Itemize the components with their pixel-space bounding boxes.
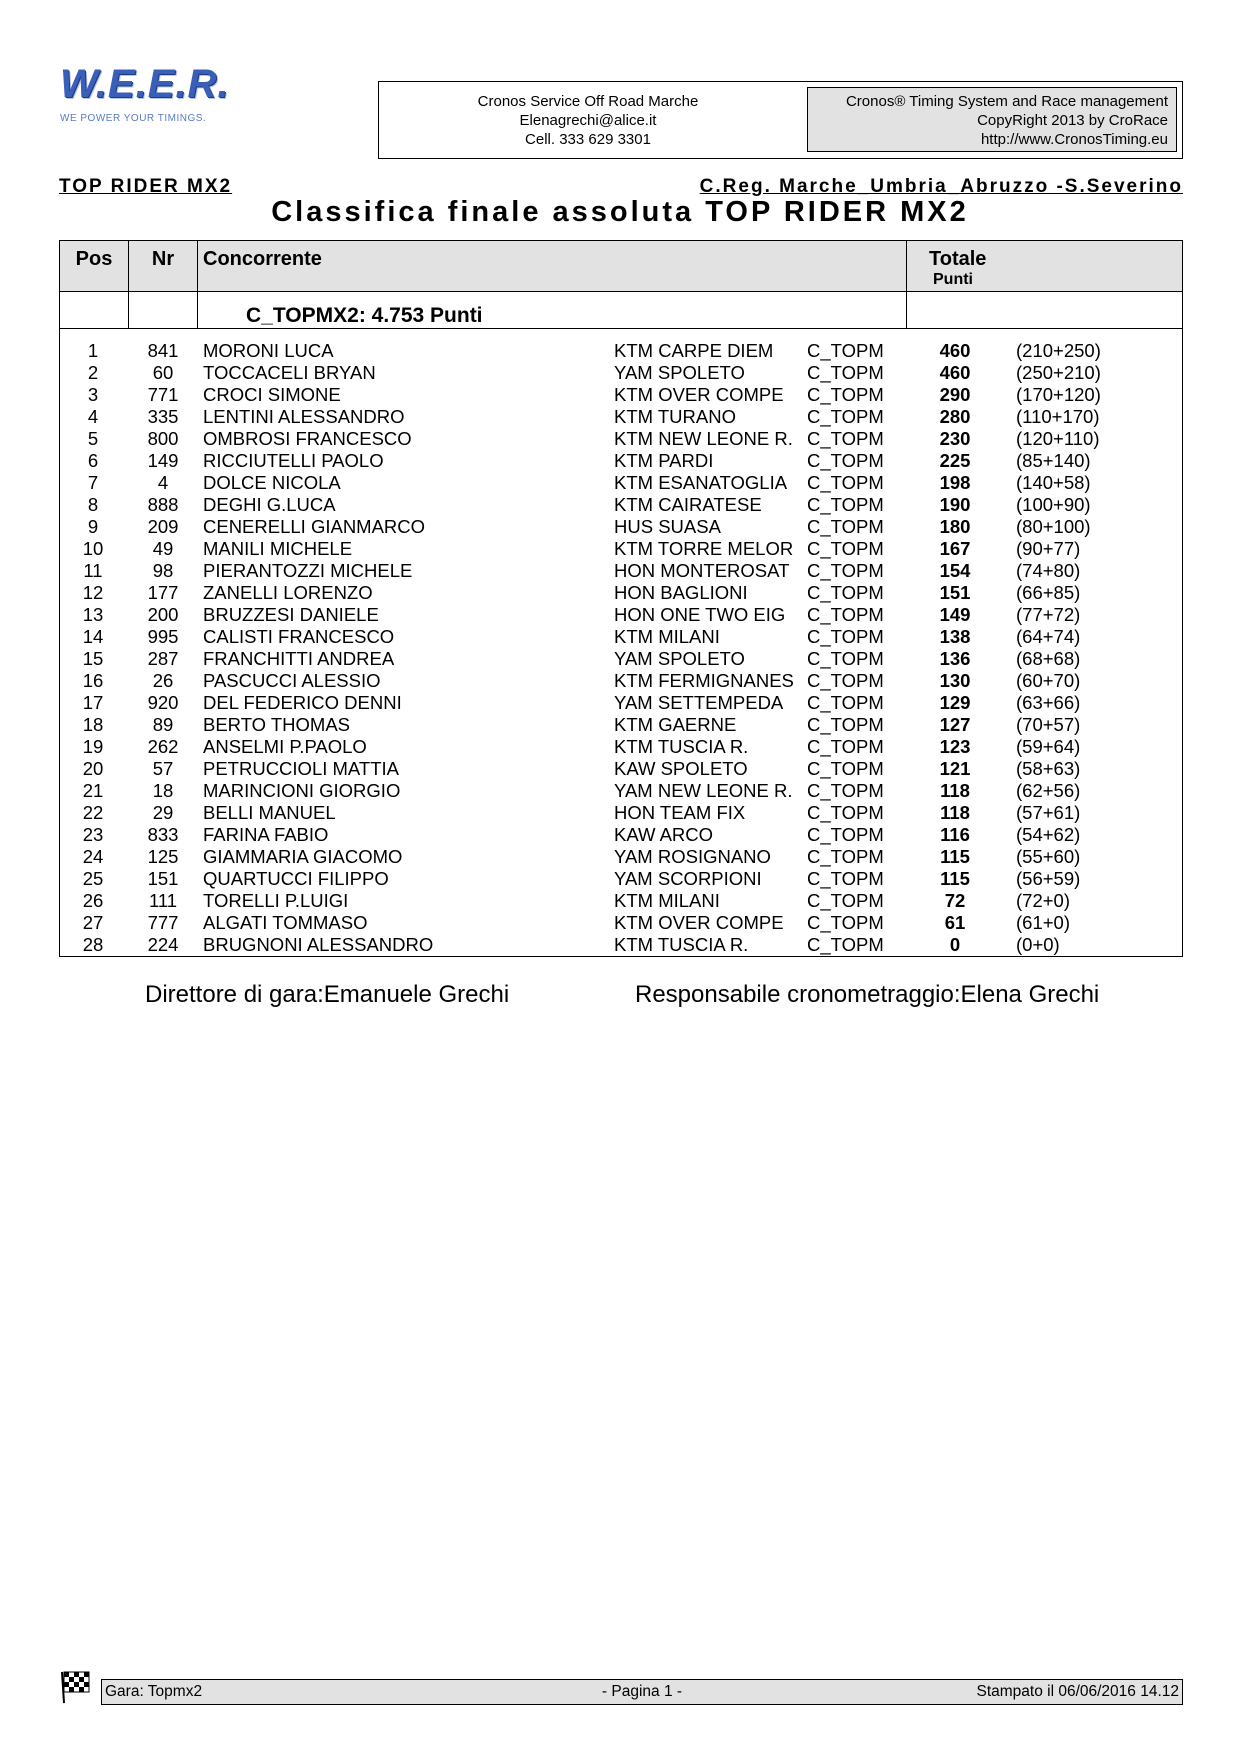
row-class: C_TOPM bbox=[807, 582, 884, 603]
row-total-points: 190 bbox=[939, 494, 971, 515]
row-total-points: 136 bbox=[939, 648, 971, 669]
row-total-points: 460 bbox=[939, 340, 971, 361]
row-number: 287 bbox=[147, 648, 179, 669]
row-points-detail: (140+58) bbox=[1016, 472, 1091, 493]
row-position: 24 bbox=[82, 846, 104, 867]
row-position: 21 bbox=[82, 780, 104, 801]
column-header-total: Totale bbox=[929, 248, 987, 270]
row-number: 57 bbox=[152, 758, 174, 779]
row-total-points: 180 bbox=[939, 516, 971, 537]
timing-website: http://www.CronosTiming.eu bbox=[980, 131, 1168, 148]
row-position: 3 bbox=[87, 384, 99, 405]
row-class: C_TOPM bbox=[807, 538, 884, 559]
table-row bbox=[0, 780, 1240, 802]
row-class: C_TOPM bbox=[807, 846, 884, 867]
row-rider-name: CROCI SIMONE bbox=[203, 384, 341, 405]
timing-system-name: Cronos® Timing System and Race management bbox=[845, 93, 1168, 110]
row-rider-name: GIAMMARIA GIACOMO bbox=[203, 846, 403, 867]
table-row bbox=[0, 890, 1240, 912]
row-team: HON TEAM FIX bbox=[614, 802, 746, 823]
row-total-points: 138 bbox=[939, 626, 971, 647]
row-rider-name: MARINCIONI GIORGIO bbox=[203, 780, 401, 801]
row-number: 4 bbox=[157, 472, 169, 493]
row-team: KAW ARCO bbox=[614, 824, 714, 845]
row-number: 224 bbox=[147, 934, 179, 955]
row-class: C_TOPM bbox=[807, 868, 884, 889]
row-points-detail: (0+0) bbox=[1016, 934, 1060, 955]
row-rider-name: DOLCE NICOLA bbox=[203, 472, 341, 493]
row-team: KTM TUSCIA R. bbox=[614, 736, 749, 757]
row-class: C_TOPM bbox=[807, 758, 884, 779]
row-class: C_TOPM bbox=[807, 692, 884, 713]
row-total-points: 61 bbox=[944, 912, 966, 933]
row-rider-name: OMBROSI FRANCESCO bbox=[203, 428, 412, 449]
row-team: KTM MILANI bbox=[614, 626, 720, 647]
row-rider-name: BELLI MANUEL bbox=[203, 802, 336, 823]
row-number: 920 bbox=[147, 692, 179, 713]
row-team: KAW SPOLETO bbox=[614, 758, 748, 779]
row-class: C_TOPM bbox=[807, 340, 884, 361]
class-group-label: C_TOPMX2: 4.753 Punti bbox=[246, 304, 483, 327]
row-position: 1 bbox=[87, 340, 99, 361]
row-rider-name: TORELLI P.LUIGI bbox=[203, 890, 349, 911]
row-class: C_TOPM bbox=[807, 406, 884, 427]
row-total-points: 290 bbox=[939, 384, 971, 405]
column-header-nr: Nr bbox=[151, 248, 175, 270]
row-total-points: 198 bbox=[939, 472, 971, 493]
row-rider-name: LENTINI ALESSANDRO bbox=[203, 406, 405, 427]
row-number: 995 bbox=[147, 626, 179, 647]
row-total-points: 118 bbox=[940, 780, 970, 801]
row-team: YAM SPOLETO bbox=[614, 362, 745, 383]
table-row bbox=[0, 868, 1240, 890]
row-number: 49 bbox=[152, 538, 174, 559]
row-class: C_TOPM bbox=[807, 428, 884, 449]
table-row bbox=[0, 560, 1240, 582]
row-number: 771 bbox=[147, 384, 179, 405]
row-team: KTM OVER COMPE bbox=[614, 912, 784, 933]
row-class: C_TOPM bbox=[807, 824, 884, 845]
row-points-detail: (57+61) bbox=[1016, 802, 1081, 823]
row-points-detail: (210+250) bbox=[1016, 340, 1101, 361]
row-points-detail: (70+57) bbox=[1016, 714, 1081, 735]
footer-race-name: Gara: Topmx2 bbox=[105, 1683, 203, 1700]
row-team: KTM MILANI bbox=[614, 890, 720, 911]
header-divider bbox=[59, 291, 1183, 292]
row-points-detail: (61+0) bbox=[1016, 912, 1070, 933]
row-points-detail: (74+80) bbox=[1016, 560, 1081, 581]
row-number: 777 bbox=[147, 912, 179, 933]
table-row bbox=[0, 494, 1240, 516]
row-number: 98 bbox=[152, 560, 174, 581]
results-rows bbox=[0, 340, 1240, 956]
row-total-points: 151 bbox=[939, 582, 971, 603]
row-rider-name: PIERANTOZZI MICHELE bbox=[203, 560, 413, 581]
table-row bbox=[0, 648, 1240, 670]
row-rider-name: PETRUCCIOLI MATTIA bbox=[203, 758, 399, 779]
row-rider-name: CENERELLI GIANMARCO bbox=[203, 516, 426, 537]
table-row bbox=[0, 406, 1240, 428]
row-team: KTM FERMIGNANES bbox=[614, 670, 794, 691]
row-number: 177 bbox=[147, 582, 179, 603]
row-position: 10 bbox=[82, 538, 104, 559]
table-row bbox=[0, 736, 1240, 758]
row-total-points: 129 bbox=[939, 692, 971, 713]
row-class: C_TOPM bbox=[807, 802, 884, 823]
row-rider-name: BRUGNONI ALESSANDRO bbox=[203, 934, 434, 955]
row-total-points: 72 bbox=[944, 890, 966, 911]
row-total-points: 116 bbox=[940, 824, 970, 845]
row-class: C_TOPM bbox=[807, 736, 884, 757]
table-row bbox=[0, 626, 1240, 648]
timing-manager-signature: Responsabile cronometraggio:Elena Grechi bbox=[635, 981, 1100, 1008]
table-row bbox=[0, 362, 1240, 384]
table-row bbox=[0, 384, 1240, 406]
row-total-points: 130 bbox=[939, 670, 971, 691]
row-rider-name: ALGATI TOMMASO bbox=[203, 912, 368, 933]
row-points-detail: (85+140) bbox=[1016, 450, 1091, 471]
row-points-detail: (100+90) bbox=[1016, 494, 1091, 515]
table-row bbox=[0, 758, 1240, 780]
row-total-points: 460 bbox=[939, 362, 971, 383]
row-class: C_TOPM bbox=[807, 626, 884, 647]
table-row bbox=[0, 912, 1240, 934]
row-rider-name: BRUZZESI DANIELE bbox=[203, 604, 379, 625]
row-number: 200 bbox=[147, 604, 179, 625]
row-points-detail: (62+56) bbox=[1016, 780, 1081, 801]
row-team: HUS SUASA bbox=[614, 516, 721, 537]
row-rider-name: BERTO THOMAS bbox=[203, 714, 351, 735]
row-total-points: 154 bbox=[939, 560, 971, 581]
row-position: 9 bbox=[87, 516, 99, 537]
row-class: C_TOPM bbox=[807, 560, 884, 581]
row-class: C_TOPM bbox=[807, 494, 884, 515]
row-rider-name: TOCCACELI BRYAN bbox=[203, 362, 376, 383]
row-total-points: 280 bbox=[939, 406, 971, 427]
row-class: C_TOPM bbox=[807, 912, 884, 933]
table-row bbox=[0, 802, 1240, 824]
row-team: KTM CAIRATESE bbox=[614, 494, 762, 515]
logo-mark: W.E.E.R. bbox=[60, 62, 230, 106]
row-team: KTM TUSCIA R. bbox=[614, 934, 749, 955]
row-class: C_TOPM bbox=[807, 648, 884, 669]
row-points-detail: (56+59) bbox=[1016, 868, 1081, 889]
row-points-detail: (80+100) bbox=[1016, 516, 1091, 537]
table-row bbox=[0, 340, 1240, 362]
row-team: HON MONTEROSAT bbox=[614, 560, 790, 581]
timing-system-info bbox=[807, 87, 1177, 152]
row-team: YAM SETTEMPEDA bbox=[614, 692, 784, 713]
row-number: 841 bbox=[147, 340, 179, 361]
row-position: 8 bbox=[87, 494, 99, 515]
row-points-detail: (250+210) bbox=[1016, 362, 1101, 383]
row-number: 833 bbox=[147, 824, 179, 845]
row-rider-name: QUARTUCCI FILIPPO bbox=[203, 868, 389, 889]
row-position: 28 bbox=[82, 934, 104, 955]
row-team: KTM PARDI bbox=[614, 450, 714, 471]
row-position: 19 bbox=[82, 736, 104, 757]
row-points-detail: (54+62) bbox=[1016, 824, 1081, 845]
row-points-detail: (72+0) bbox=[1016, 890, 1070, 911]
row-points-detail: (120+110) bbox=[1016, 428, 1100, 449]
row-position: 23 bbox=[82, 824, 104, 845]
row-class: C_TOPM bbox=[807, 670, 884, 691]
company-info bbox=[378, 92, 798, 149]
column-divider-rider bbox=[906, 240, 907, 328]
row-total-points: 149 bbox=[939, 604, 971, 625]
row-total-points: 225 bbox=[939, 450, 971, 471]
row-number: 18 bbox=[152, 780, 174, 801]
row-total-points: 0 bbox=[949, 934, 961, 955]
row-team: YAM SPOLETO bbox=[614, 648, 745, 669]
row-total-points: 121 bbox=[939, 758, 971, 779]
row-total-points: 127 bbox=[939, 714, 971, 735]
row-number: 888 bbox=[147, 494, 179, 515]
row-points-detail: (68+68) bbox=[1016, 648, 1081, 669]
row-position: 6 bbox=[87, 450, 99, 471]
row-rider-name: DEL FEDERICO DENNI bbox=[203, 692, 402, 713]
row-team: YAM SCORPIONI bbox=[614, 868, 762, 889]
row-points-detail: (59+64) bbox=[1016, 736, 1081, 757]
page-title: Classifica finale assoluta TOP RIDER MX2 bbox=[271, 196, 969, 228]
row-team: HON ONE TWO EIG bbox=[614, 604, 786, 625]
row-class: C_TOPM bbox=[807, 472, 884, 493]
row-points-detail: (55+60) bbox=[1016, 846, 1081, 867]
row-rider-name: MANILI MICHELE bbox=[203, 538, 353, 559]
row-team: KTM ESANATOGLIA bbox=[614, 472, 788, 493]
logo-tagline: WE POWER YOUR TIMINGS. bbox=[60, 113, 207, 124]
row-number: 151 bbox=[147, 868, 179, 889]
row-number: 335 bbox=[147, 406, 179, 427]
row-rider-name: ANSELMI P.PAOLO bbox=[203, 736, 367, 757]
footer-print-date: Stampato il 06/06/2016 14.12 bbox=[976, 1683, 1179, 1700]
row-total-points: 167 bbox=[939, 538, 971, 559]
row-position: 7 bbox=[87, 472, 99, 493]
row-number: 800 bbox=[147, 428, 179, 449]
column-header-points: Punti bbox=[933, 271, 973, 288]
row-team: YAM ROSIGNANO bbox=[614, 846, 771, 867]
row-points-detail: (170+120) bbox=[1016, 384, 1101, 405]
row-rider-name: DEGHI G.LUCA bbox=[203, 494, 336, 515]
row-team: KTM TORRE MELOR bbox=[614, 538, 794, 559]
category-title: TOP RIDER MX2 bbox=[59, 176, 233, 197]
row-rider-name: RICCIUTELLI PAOLO bbox=[203, 450, 384, 471]
row-position: 16 bbox=[82, 670, 104, 691]
row-position: 4 bbox=[87, 406, 99, 427]
row-position: 25 bbox=[82, 868, 104, 889]
table-row bbox=[0, 846, 1240, 868]
row-position: 26 bbox=[82, 890, 104, 911]
row-points-detail: (64+74) bbox=[1016, 626, 1081, 647]
row-number: 111 bbox=[148, 890, 178, 911]
row-team: KTM OVER COMPE bbox=[614, 384, 784, 405]
row-position: 15 bbox=[82, 648, 104, 669]
row-position: 11 bbox=[83, 560, 103, 581]
row-position: 13 bbox=[82, 604, 104, 625]
row-total-points: 118 bbox=[940, 802, 970, 823]
row-points-detail: (60+70) bbox=[1016, 670, 1081, 691]
row-team: KTM NEW LEONE R. bbox=[614, 428, 793, 449]
table-row bbox=[0, 472, 1240, 494]
row-class: C_TOPM bbox=[807, 450, 884, 471]
row-class: C_TOPM bbox=[807, 384, 884, 405]
row-number: 125 bbox=[147, 846, 179, 867]
row-number: 89 bbox=[152, 714, 174, 735]
table-row bbox=[0, 604, 1240, 626]
row-rider-name: FRANCHITTI ANDREA bbox=[203, 648, 395, 669]
footer-page-number: - Pagina 1 - bbox=[601, 1683, 683, 1700]
row-team: YAM NEW LEONE R. bbox=[614, 780, 793, 801]
copyright-line: CopyRight 2013 by CroRace bbox=[977, 112, 1168, 129]
table-row bbox=[0, 538, 1240, 560]
column-header-pos: Pos bbox=[75, 248, 113, 270]
table-row bbox=[0, 516, 1240, 538]
row-total-points: 123 bbox=[939, 736, 971, 757]
row-position: 17 bbox=[82, 692, 104, 713]
row-rider-name: CALISTI FRANCESCO bbox=[203, 626, 395, 647]
table-row bbox=[0, 428, 1240, 450]
row-position: 20 bbox=[82, 758, 104, 779]
table-row bbox=[0, 670, 1240, 692]
company-name: Cronos Service Off Road Marche bbox=[477, 93, 699, 110]
weer-logo bbox=[60, 62, 235, 142]
column-header-rider: Concorrente bbox=[203, 248, 322, 270]
table-row bbox=[0, 692, 1240, 714]
row-position: 27 bbox=[82, 912, 104, 933]
row-number: 26 bbox=[152, 670, 174, 691]
column-divider-nr bbox=[197, 240, 198, 328]
table-row bbox=[0, 824, 1240, 846]
row-total-points: 115 bbox=[940, 846, 970, 867]
row-total-points: 230 bbox=[939, 428, 971, 449]
table-row bbox=[0, 582, 1240, 604]
row-class: C_TOPM bbox=[807, 934, 884, 955]
row-points-detail: (90+77) bbox=[1016, 538, 1081, 559]
row-team: KTM TURANO bbox=[614, 406, 736, 427]
row-class: C_TOPM bbox=[807, 516, 884, 537]
row-position: 14 bbox=[82, 626, 104, 647]
row-points-detail: (66+85) bbox=[1016, 582, 1081, 603]
row-class: C_TOPM bbox=[807, 890, 884, 911]
row-class: C_TOPM bbox=[807, 604, 884, 625]
row-position: 18 bbox=[82, 714, 104, 735]
row-number: 29 bbox=[152, 802, 174, 823]
row-number: 209 bbox=[147, 516, 179, 537]
table-row bbox=[0, 714, 1240, 736]
row-total-points: 115 bbox=[940, 868, 970, 889]
row-position: 12 bbox=[82, 582, 104, 603]
group-divider bbox=[59, 328, 1183, 329]
row-number: 262 bbox=[147, 736, 179, 757]
row-number: 60 bbox=[152, 362, 174, 383]
checkered-flag-icon bbox=[58, 1668, 94, 1704]
race-director-signature: Direttore di gara:Emanuele Grechi bbox=[145, 981, 510, 1008]
row-points-detail: (58+63) bbox=[1016, 758, 1081, 779]
row-class: C_TOPM bbox=[807, 714, 884, 735]
row-points-detail: (63+66) bbox=[1016, 692, 1081, 713]
company-phone: Cell. 333 629 3301 bbox=[525, 131, 651, 148]
row-team: KTM CARPE DIEM bbox=[614, 340, 774, 361]
row-number: 149 bbox=[147, 450, 179, 471]
event-title: C.Reg. Marche_Umbria_Abruzzo -S.Severino bbox=[699, 176, 1183, 197]
table-row bbox=[0, 450, 1240, 472]
row-points-detail: (77+72) bbox=[1016, 604, 1081, 625]
row-rider-name: PASCUCCI ALESSIO bbox=[203, 670, 381, 691]
row-class: C_TOPM bbox=[807, 362, 884, 383]
row-position: 22 bbox=[82, 802, 104, 823]
row-position: 2 bbox=[87, 362, 99, 383]
row-rider-name: ZANELLI LORENZO bbox=[203, 582, 373, 603]
company-email: Elenagrechi@alice.it bbox=[519, 112, 657, 129]
row-position: 5 bbox=[87, 428, 99, 449]
row-rider-name: MORONI LUCA bbox=[203, 340, 334, 361]
row-points-detail: (110+170) bbox=[1016, 406, 1100, 427]
row-rider-name: FARINA FABIO bbox=[203, 824, 329, 845]
row-team: HON BAGLIONI bbox=[614, 582, 748, 603]
table-row bbox=[0, 934, 1240, 956]
row-team: KTM GAERNE bbox=[614, 714, 737, 735]
row-class: C_TOPM bbox=[807, 780, 884, 801]
